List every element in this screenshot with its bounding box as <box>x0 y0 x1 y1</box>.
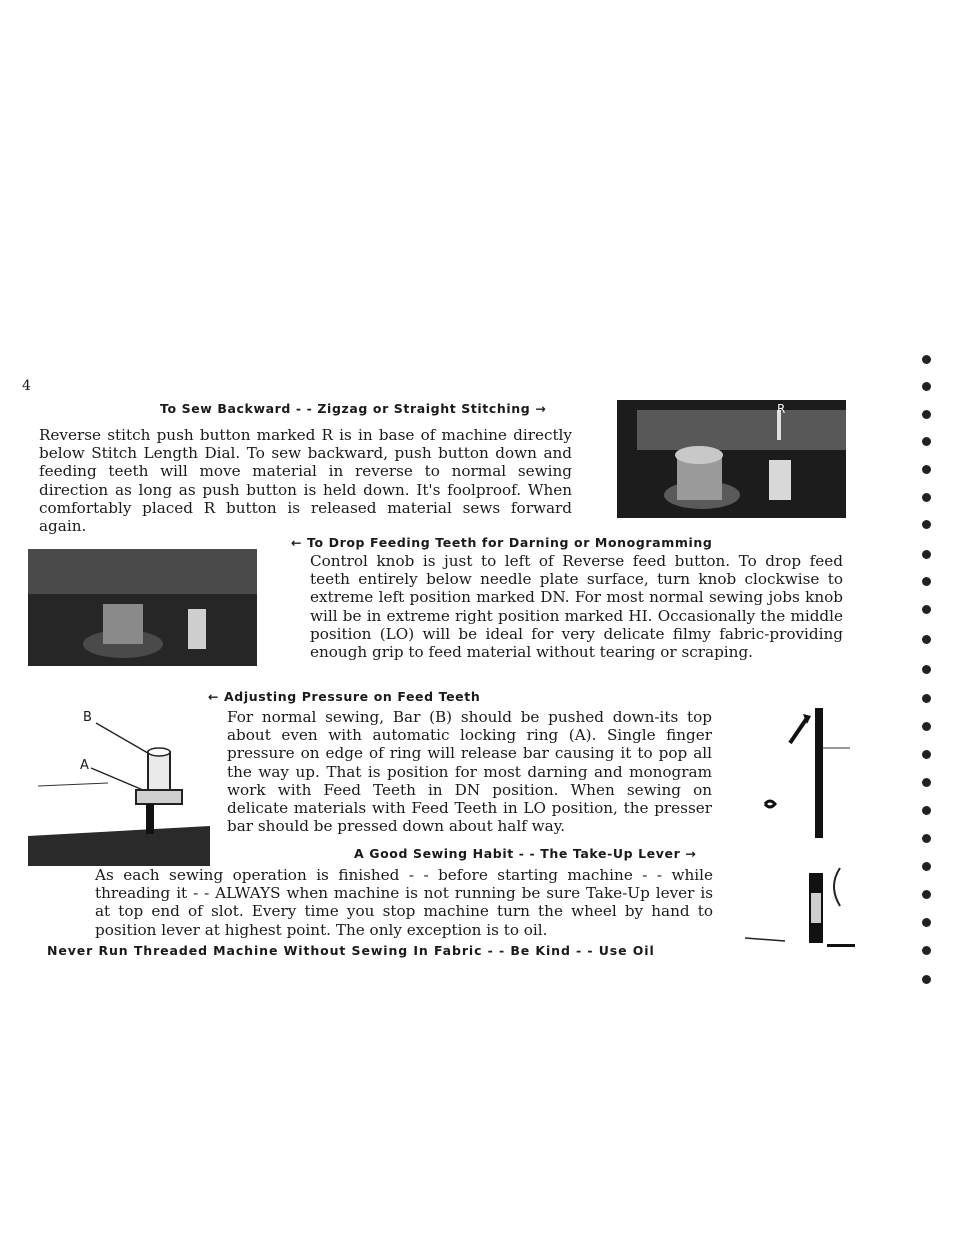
pressure-text: For normal sewing, Bar (B) should be pushed down-its top about even with automatic locking ring (A). Single finger pressure on edge of ring will release bar causing it to pop all the way up. That is position for most darning and monogram work with Feed Teeth in DN position. When sewing on delicate materials with Feed Teeth in LO position, the presser bar should be pressed down about half way. <box>227 708 712 836</box>
drop-feed-photo <box>28 549 257 666</box>
backward-heading: To Sew Backward - - Zigzag or Straight Stitching → <box>160 401 547 416</box>
presser-bar-diagram <box>28 708 210 866</box>
takeup-text: As each sewing operation is finished - - before starting machine - - while threading it - - ALWAYS when machine is not running be sure Take-Up lever is at top end of slot. Every time you stop machine turn the wheel by hand to position lever at highest point. The only exception is to oil. <box>95 866 713 939</box>
drop-feed-text: Control knob is just to left of Reverse feed button. To drop feed teeth entirely below needle plate surface, turn knob clockwise to extreme left position marked DN. For most normal sewing jobs knob will be in extreme right position marked HI. Occasionally the middle position (LO) will be ideal for very delicate filmy fabric-providing enough grip to feed material without tearing or scraping. <box>310 552 843 662</box>
drop-feed-heading: ← To Drop Feeding Teeth for Darning or Monogramming <box>291 535 713 550</box>
footer-warning: Never Run Threaded Machine Without Sewing In Fabric - - Be Kind - - Use Oil <box>47 943 655 958</box>
page-number: 4 <box>22 378 31 394</box>
takeup-heading: A Good Sewing Habit - - The Take-Up Lever → <box>354 846 697 861</box>
label-a: A <box>80 758 89 773</box>
reverse-photo-label: R <box>777 402 786 416</box>
backward-text: Reverse stitch push button marked R is in base of machine directly below Stitch Length Dial. To sew backward, push button down and feeding teeth will move material in reverse to normal sewing direction as long as push button is held down. It's foolproof. When comfortably placed R button is released material sews forward again. <box>39 426 572 536</box>
pressure-heading: ← Adjusting Pressure on Feed Teeth <box>208 689 481 704</box>
reverse-button-photo <box>617 400 846 518</box>
takeup-lever-diagram <box>745 688 855 956</box>
label-b: B <box>83 710 92 725</box>
